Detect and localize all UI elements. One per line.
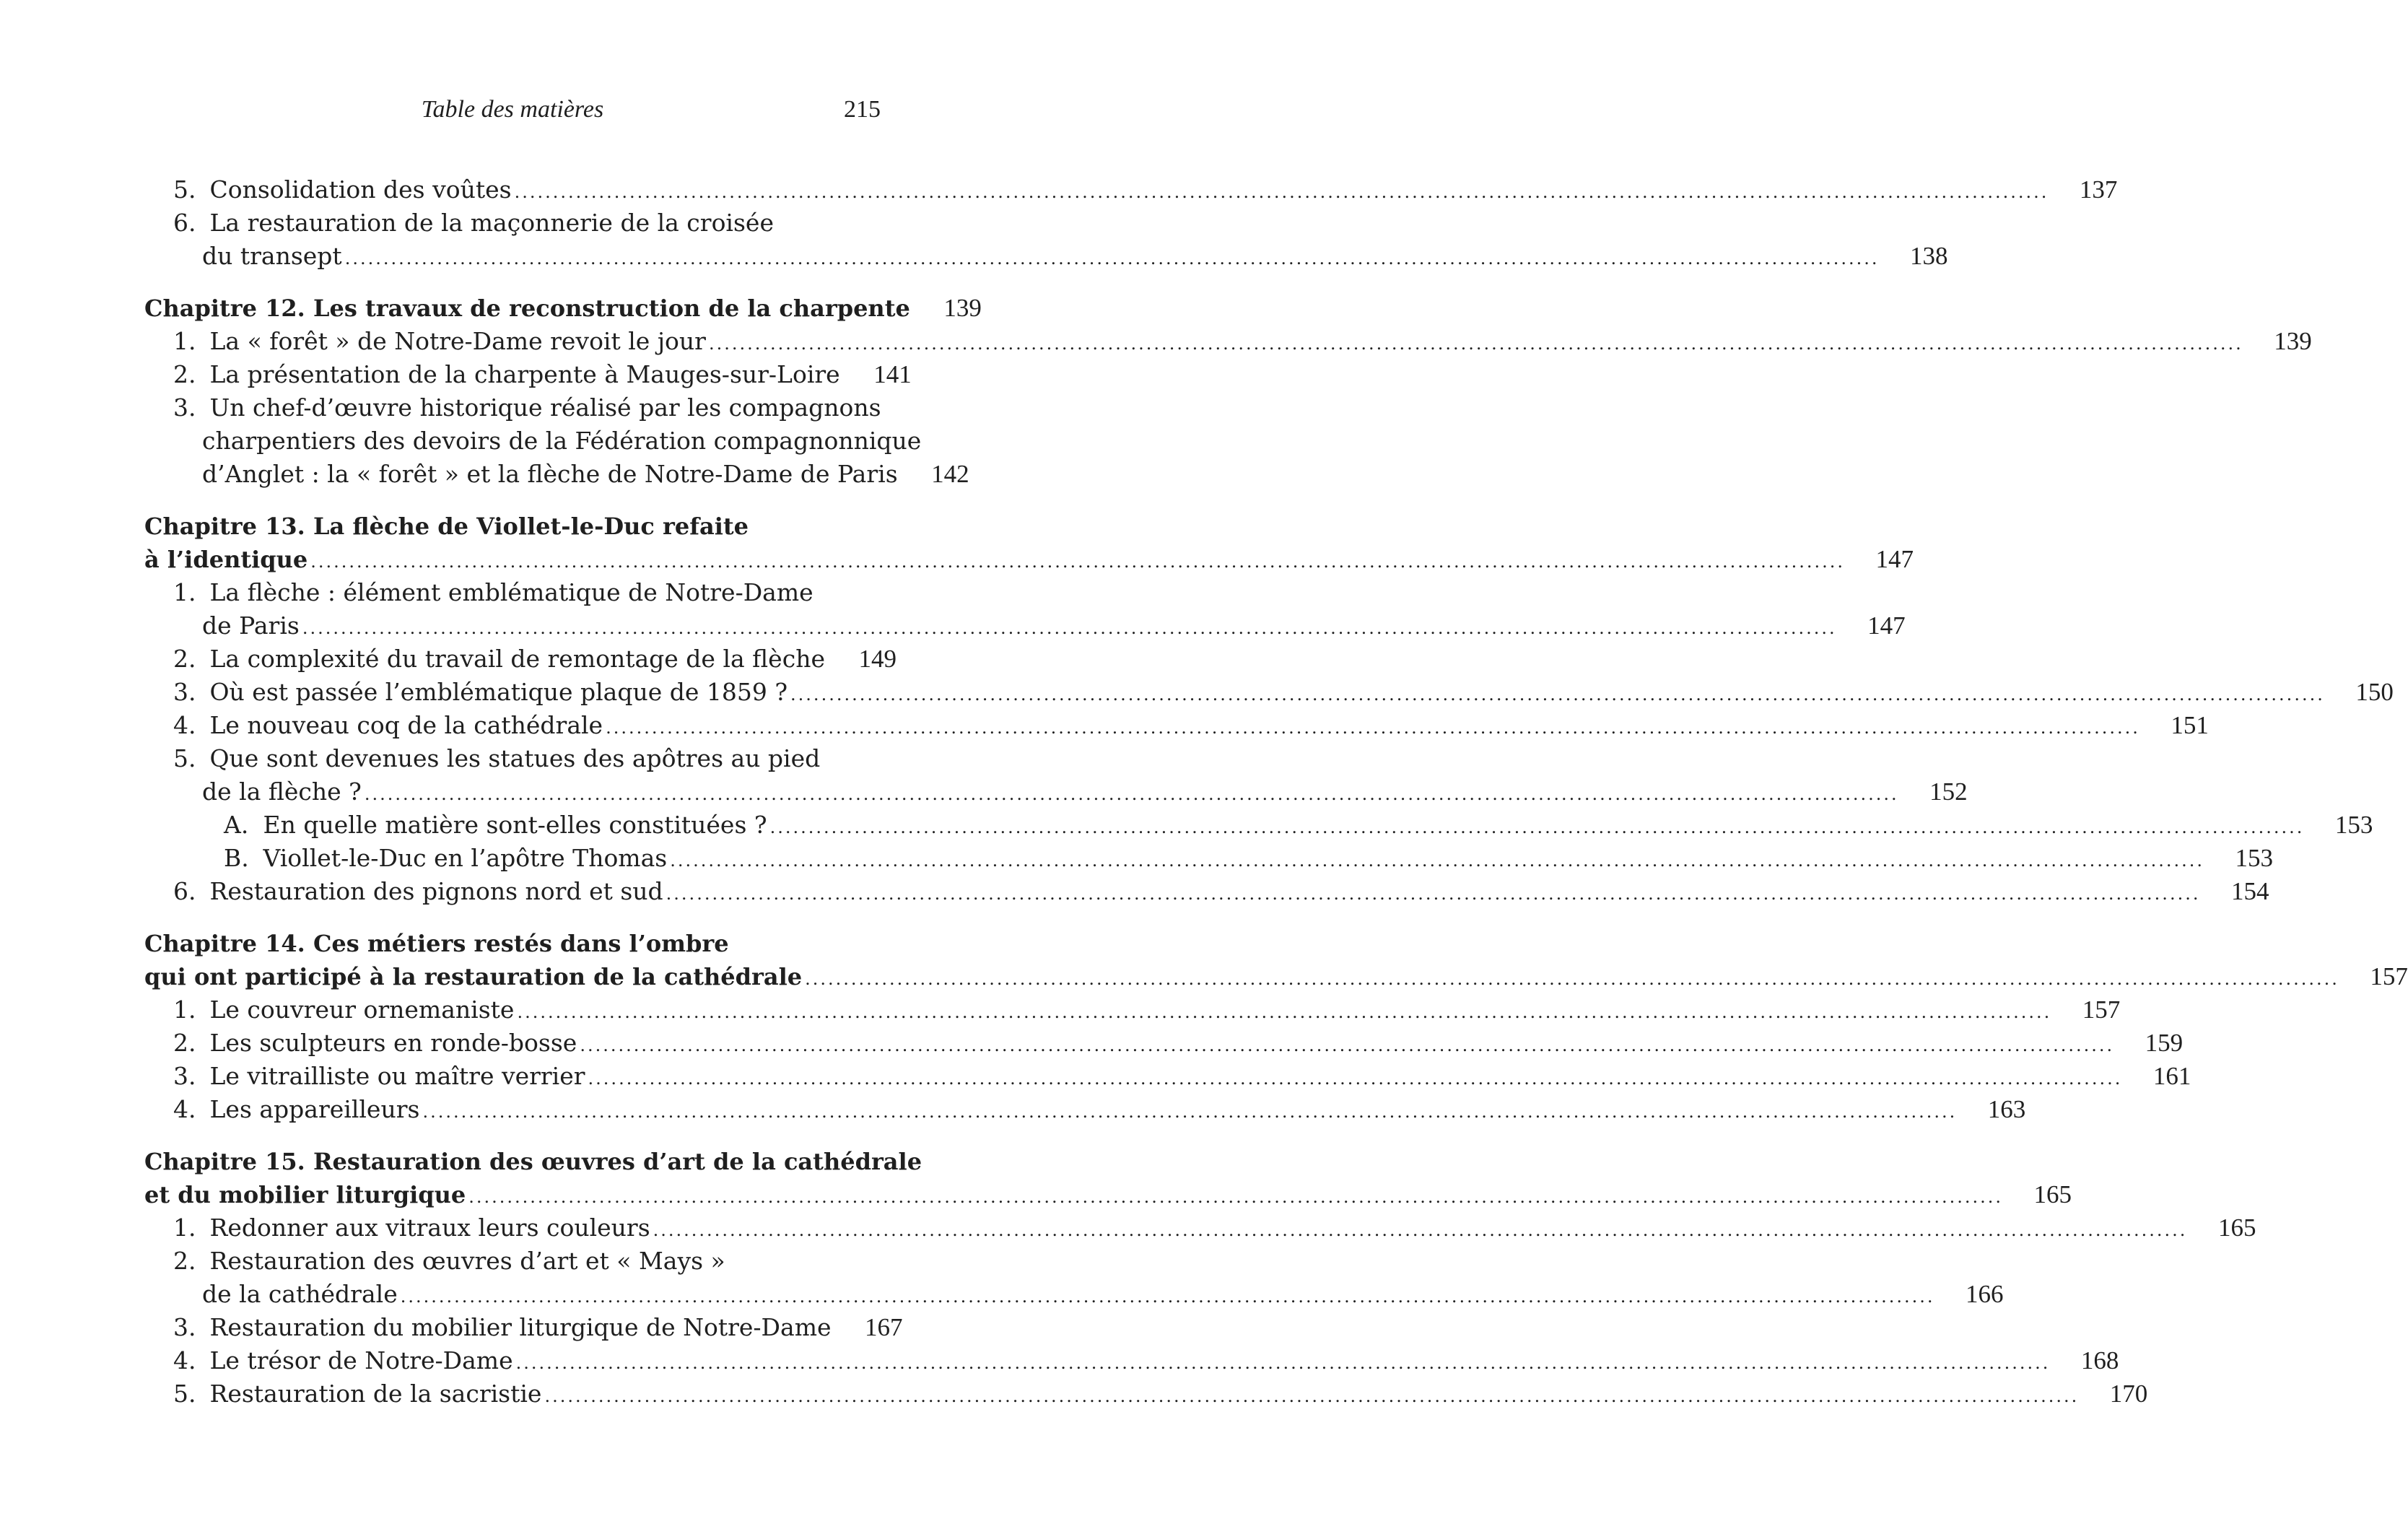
toc-line-text: [202, 240, 342, 273]
dot-leader: ........................................................................................................................................................................................................: [364, 784, 1899, 804]
toc-section-entry: [144, 173, 2118, 206]
toc-section-entry: [144, 709, 2209, 742]
toc-item-title: Chapitre 14. Ces métiers restés dans l’ombre: [144, 930, 729, 957]
toc-line-text: [144, 543, 307, 576]
toc-item-title: Chapitre 13. La flèche de Viollet-le-Duc refaite: [144, 513, 749, 540]
toc-line: [144, 458, 969, 491]
toc-line-text: [202, 427, 921, 455]
toc-line: [144, 742, 837, 775]
toc-line: [144, 510, 808, 543]
toc-subsection-entry: [144, 842, 2273, 875]
toc-line: [144, 960, 2408, 993]
toc-item-title: d’Anglet : la « forêt » et la flèche de Notre-Dame de Paris: [202, 460, 898, 488]
toc-line-text: [224, 842, 667, 875]
toc-item-number: 4.: [173, 1346, 196, 1375]
toc-page-number: 157: [2082, 996, 2121, 1024]
toc-line: [144, 576, 837, 609]
toc-item-title: du transept: [202, 242, 342, 270]
toc-item-number: 2.: [173, 360, 196, 388]
toc-line-text: [144, 930, 729, 957]
toc-item-title: Restauration des œuvres d’art et « Mays »: [209, 1247, 725, 1275]
toc-item-title: Restauration des pignons nord et sud: [209, 877, 663, 905]
toc-line: [144, 1278, 2004, 1311]
toc-line-text: [173, 875, 663, 908]
toc-line-text: [144, 292, 910, 325]
toc-page-number: 147: [1867, 611, 1906, 640]
dot-leader: ........................................................................................................................................................................................................: [580, 1035, 2115, 1055]
toc-line-text: [144, 1148, 922, 1175]
toc-section-entry: [144, 1211, 2256, 1245]
toc-line-text: [144, 1178, 466, 1211]
toc-page-number: 161: [2152, 1062, 2191, 1090]
toc-section-entry: [144, 642, 897, 676]
toc-item-number: 1.: [173, 327, 196, 355]
toc-item-number: 2.: [173, 1029, 196, 1057]
toc-page-number: 165: [2033, 1180, 2072, 1208]
toc-section-entry: [144, 1060, 2191, 1093]
toc-item-number: 5.: [173, 744, 196, 772]
toc-subsection-entry: [144, 809, 2373, 842]
toc-item-title: Le couvreur ornemaniste: [209, 996, 515, 1024]
toc-item-title: En quelle matière sont-elles constituées ?: [263, 811, 767, 839]
toc-line-text: [173, 744, 820, 772]
toc-line-text: [202, 775, 362, 809]
toc-item-title: Chapitre 15. Restauration des œuvres d’art de la cathédrale: [144, 1148, 922, 1175]
table-of-contents: [144, 173, 2408, 1411]
toc-item-number: A.: [224, 811, 249, 839]
toc-section-entry: [144, 1344, 2119, 1377]
dot-leader: ........................................................................................................................................................................................................: [544, 1386, 2080, 1406]
toc-page-number: 163: [1987, 1095, 2026, 1123]
toc-section-entry: [144, 742, 1968, 809]
toc-item-title: Redonner aux vitraux leurs couleurs: [209, 1214, 650, 1242]
dot-leader: ........................................................................................................................................................................................................: [468, 1187, 2003, 1207]
toc-line: [144, 1245, 837, 1278]
toc-page-number: 159: [2145, 1029, 2184, 1057]
toc-section-entry: [144, 1093, 2026, 1126]
toc-line: [144, 609, 1906, 642]
toc-line: [144, 240, 1948, 273]
toc-line: [144, 206, 837, 240]
dot-leader: ........................................................................................................................................................................................................: [670, 850, 2204, 871]
toc-item-number: 1.: [173, 578, 196, 606]
toc-item-title: Consolidation des voûtes: [209, 175, 512, 204]
toc-line: [144, 325, 2312, 358]
toc-line: [144, 642, 897, 676]
toc-item-title: La flèche : élément emblématique de Notre-Dame: [209, 578, 813, 606]
toc-item-number: 2.: [173, 1247, 196, 1275]
toc-item-title: de la flèche ?: [202, 777, 362, 806]
toc-chapter-entry: [144, 1145, 2072, 1211]
toc-section-entry: [144, 576, 1906, 642]
toc-line: [144, 875, 2269, 908]
toc-line: [144, 993, 2121, 1027]
toc-line: [144, 775, 1968, 809]
toc-page-number: 152: [1929, 777, 1968, 806]
toc-item-title: à l’identique: [144, 546, 308, 573]
toc-line: [144, 676, 2394, 709]
toc-item-number: 6.: [173, 877, 196, 905]
toc-line: [144, 1377, 2148, 1411]
toc-line-text: [173, 325, 706, 358]
toc-line-text: [173, 1377, 541, 1411]
toc-item-title: Les appareilleurs: [209, 1095, 420, 1123]
dot-leader: ........................................................................................................................................................................................................: [588, 1068, 2123, 1089]
dot-leader: ........................................................................................................................................................................................................: [790, 684, 2325, 705]
toc-line-text: [202, 458, 898, 491]
toc-page-number: 154: [2230, 877, 2269, 905]
toc-item-title: La présentation de la charpente à Mauges-sur-Loire: [209, 360, 840, 388]
toc-item-title: et du mobilier liturgique: [144, 1181, 466, 1208]
toc-section-entry: [144, 206, 1948, 273]
toc-page-number: 139: [2274, 327, 2312, 355]
toc-item-number: 2.: [173, 645, 196, 673]
toc-section-entry: [144, 1311, 903, 1344]
toc-line: [144, 543, 1914, 576]
toc-item-number: 1.: [173, 1214, 196, 1242]
toc-line-text: [173, 393, 881, 422]
toc-item-title: Le nouveau coq de la cathédrale: [209, 711, 603, 739]
toc-section-entry: [144, 875, 2269, 908]
toc-line: [144, 1311, 903, 1344]
toc-item-number: 3.: [173, 1313, 196, 1341]
toc-item-title: Les sculpteurs en ronde-bosse: [209, 1029, 577, 1057]
toc-item-number: 3.: [173, 1062, 196, 1090]
toc-section-entry: [144, 391, 969, 491]
toc-line-text: [202, 1278, 398, 1311]
toc-section-entry: [144, 1377, 2148, 1411]
toc-line-text: [173, 173, 512, 206]
toc-line-text: [224, 809, 767, 842]
toc-line-text: [202, 609, 300, 642]
toc-page-number: 142: [931, 460, 969, 488]
toc-item-title: La complexité du travail de remontage de la flèche: [209, 645, 825, 673]
toc-line: [144, 1344, 2119, 1377]
dot-leader: ........................................................................................................................................................................................................: [653, 1220, 2188, 1240]
toc-line: [144, 927, 808, 960]
toc-page-number: 151: [2171, 711, 2209, 739]
toc-page-number: 157: [2370, 962, 2408, 990]
toc-section-entry: [144, 325, 2312, 358]
toc-page-number: 167: [865, 1313, 903, 1341]
toc-item-title: qui ont participé à la restauration de la cathédrale: [144, 963, 803, 990]
toc-item-number: 3.: [173, 393, 196, 422]
toc-page-number: 170: [2109, 1380, 2148, 1408]
toc-line-text: [173, 1211, 650, 1245]
toc-line: [144, 809, 2373, 842]
dot-leader: ........................................................................................................................................................................................................: [302, 618, 1837, 638]
toc-line-text: [173, 209, 774, 237]
toc-line: [144, 1093, 2026, 1126]
toc-item-number: 3.: [173, 678, 196, 706]
toc-page-number: 149: [858, 645, 897, 673]
toc-line-text: [173, 1247, 725, 1275]
toc-line: [144, 1211, 2256, 1245]
toc-line: [144, 424, 922, 458]
toc-page-number: 168: [2080, 1346, 2119, 1375]
toc-item-title: Que sont devenues les statues des apôtres au pied: [209, 744, 821, 772]
toc-item-title: de la cathédrale: [202, 1280, 398, 1308]
toc-line-text: [173, 1027, 577, 1060]
toc-page-number: 138: [1909, 242, 1948, 270]
toc-line-text: [173, 1093, 419, 1126]
toc-item-title: Restauration de la sacristie: [209, 1380, 542, 1408]
toc-section-entry: [144, 993, 2121, 1027]
toc-chapter-entry: [144, 292, 982, 325]
dot-leader: ........................................................................................................................................................................................................: [666, 884, 2201, 904]
dot-leader: ........................................................................................................................................................................................................: [769, 817, 2305, 837]
toc-line-text: [173, 642, 825, 676]
running-head-title: Table des matières: [421, 96, 604, 123]
toc-section-entry: [144, 1027, 2184, 1060]
dot-leader: ........................................................................................................................................................................................................: [517, 1002, 2052, 1022]
toc-item-title: de Paris: [202, 611, 300, 640]
toc-page-number: 147: [1875, 545, 1914, 573]
dot-leader: ........................................................................................................................................................................................................: [400, 1286, 1935, 1307]
toc-line-text: [173, 1060, 585, 1093]
toc-line-text: [144, 513, 749, 540]
toc-line-text: [173, 578, 813, 606]
toc-line-text: [173, 358, 840, 391]
toc-line: [144, 173, 2118, 206]
toc-line: [144, 292, 982, 325]
toc-item-title: Un chef-d’œuvre historique réalisé par les compagnons: [209, 393, 881, 422]
toc-item-number: 5.: [173, 1380, 196, 1408]
toc-line-text: [173, 1311, 832, 1344]
dot-leader: ........................................................................................................................................................................................................: [344, 248, 1880, 269]
dot-leader: ........................................................................................................................................................................................................: [708, 334, 2243, 354]
toc-item-title: La « forêt » de Notre-Dame revoit le jour: [209, 327, 706, 355]
toc-item-number: 4.: [173, 711, 196, 739]
toc-chapter-entry: [144, 927, 2408, 993]
dot-leader: ........................................................................................................................................................................................................: [515, 1353, 2051, 1373]
toc-line-text: [173, 709, 603, 742]
toc-page-number: 153: [2334, 811, 2373, 839]
toc-line-text: [173, 676, 788, 709]
dot-leader: ........................................................................................................................................................................................................: [514, 182, 2049, 202]
toc-item-title: Chapitre 12. Les travaux de reconstruction de la charpente: [144, 295, 910, 322]
toc-line: [144, 1060, 2191, 1093]
toc-item-number: 5.: [173, 175, 196, 204]
dot-leader: ........................................................................................................................................................................................................: [310, 552, 1846, 572]
toc-line-text: [173, 993, 514, 1027]
toc-line: [144, 358, 912, 391]
dot-leader: ........................................................................................................................................................................................................: [606, 718, 2140, 738]
toc-section-entry: [144, 676, 2394, 709]
toc-page-number: 139: [943, 294, 982, 322]
toc-item-title: Où est passée l’emblématique plaque de 1859 ?: [209, 678, 788, 706]
running-head: [144, 88, 881, 131]
toc-section-entry: [144, 1245, 2004, 1311]
toc-item-title: charpentiers des devoirs de la Fédération compagnonnique: [202, 427, 922, 455]
dot-leader: ........................................................................................................................................................................................................: [422, 1102, 1958, 1122]
toc-item-number: 1.: [173, 996, 196, 1024]
toc-line: [144, 842, 2273, 875]
toc-page-number: 165: [2217, 1214, 2256, 1242]
toc-section-entry: [144, 358, 912, 391]
toc-item-title: Viollet-le-Duc en l’apôtre Thomas: [263, 844, 668, 872]
toc-page-number: 141: [873, 360, 912, 388]
toc-line: [144, 1027, 2184, 1060]
toc-item-title: Le trésor de Notre-Dame: [209, 1346, 513, 1375]
toc-item-title: La restauration de la maçonnerie de la croisée: [209, 209, 774, 237]
toc-page-number: 137: [2079, 175, 2118, 204]
toc-item-number: 6.: [173, 209, 196, 237]
toc-item-number: 4.: [173, 1095, 196, 1123]
toc-line: [144, 1178, 2072, 1211]
toc-line: [144, 1145, 922, 1178]
toc-page-number: 166: [1966, 1280, 2004, 1308]
toc-line: [144, 391, 881, 424]
toc-page-number: 150: [2355, 678, 2394, 706]
toc-item-number: B.: [224, 844, 249, 872]
toc-line: [144, 709, 2209, 742]
toc-line-text: [173, 1344, 513, 1377]
toc-line-text: [144, 960, 802, 993]
page-number: 215: [844, 96, 881, 123]
toc-page-number: 153: [2235, 844, 2273, 872]
toc-item-title: Restauration du mobilier liturgique de Notre-Dame: [209, 1313, 832, 1341]
toc-chapter-entry: [144, 510, 1914, 576]
dot-leader: ........................................................................................................................................................................................................: [805, 969, 2339, 989]
toc-item-title: Le vitrailliste ou maître verrier: [209, 1062, 585, 1090]
